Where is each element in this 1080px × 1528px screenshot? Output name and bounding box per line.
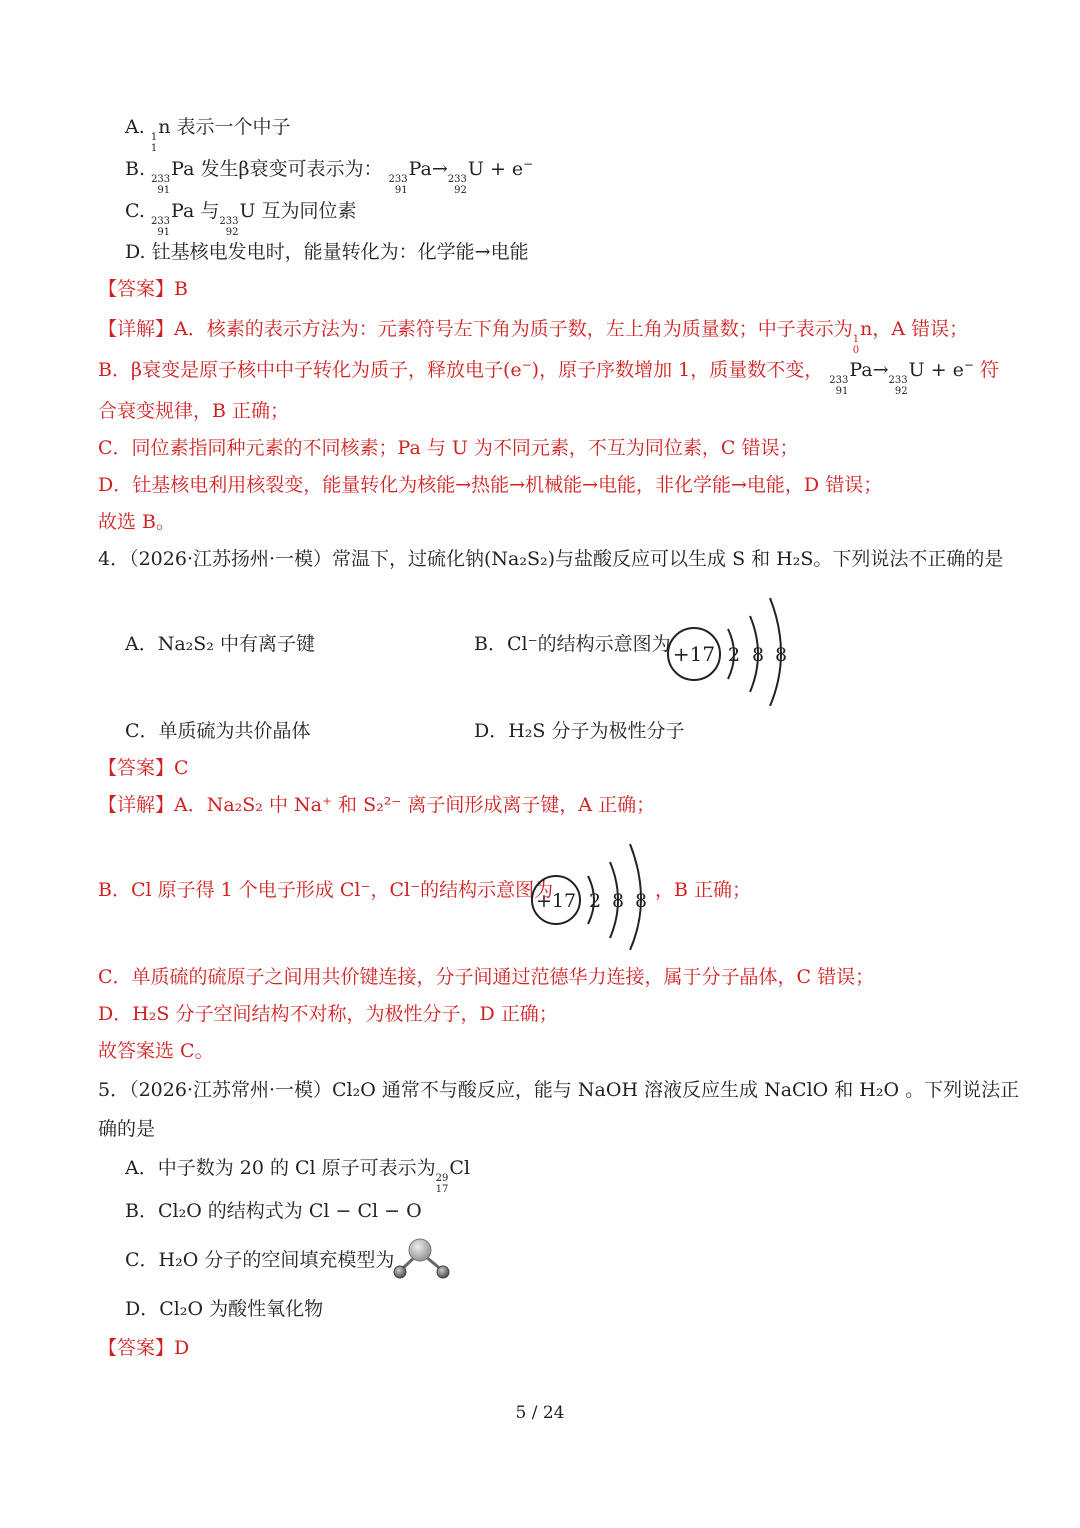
element-symbol: Cl	[449, 1157, 471, 1179]
conjunction: 与	[200, 200, 220, 222]
cl-ion-structure-diagram-detail	[528, 840, 658, 952]
shell-3-count: 8	[774, 644, 788, 666]
q4-answer: 【答案】C	[98, 757, 189, 779]
element-symbol: Pa	[171, 158, 195, 180]
nuclide-notation: 233 91	[829, 375, 849, 397]
q5-stem-line2: 确的是	[98, 1118, 156, 1140]
element-symbol: Pa	[408, 158, 432, 180]
shell-3-count: 8	[634, 890, 648, 912]
option-text: 发生β衰变可表示为：	[200, 158, 383, 180]
nuclide-notation: 1 1	[150, 132, 158, 154]
q3-conclusion: 故选 B。	[98, 511, 176, 533]
option-text: A．中子数为 20 的 Cl 原子可表示为	[125, 1157, 436, 1179]
q4-option-a: A．Na₂S₂ 中有离子键	[125, 633, 315, 655]
nuclide-notation: 233 92	[888, 375, 908, 397]
q4-option-b: B．Cl⁻的结构示意图为	[474, 633, 671, 655]
q4-detail-b: B．Cl 原子得 1 个电子形成 Cl⁻，Cl⁻的结构示意图为	[98, 879, 554, 901]
shell-2-count: 8	[611, 890, 625, 912]
option-label: B.	[125, 158, 146, 180]
nuclide-notation: 233 91	[150, 216, 171, 238]
detail-text: )，原子序数增加 1，质量数不变，	[531, 359, 824, 381]
option-text: 钍基核电发电时，能量转化为：化学能→电能	[151, 241, 529, 263]
nucleus-charge: +17	[672, 642, 716, 666]
nuclide-notation: 233 92	[219, 216, 239, 238]
nuclide-notation: 1 0	[852, 334, 860, 356]
element-symbol: Pa	[849, 359, 873, 381]
water-space-filling-model-icon	[390, 1236, 454, 1282]
products: U + e	[908, 359, 964, 381]
q4-detail-a: 【详解】A．Na₂S₂ 中 Na⁺ 和 S₂²⁻ 离子间形成离子键，A 正确；	[98, 794, 656, 816]
charge: −	[521, 358, 532, 372]
q3-detail-d: D．钍基核电利用核裂变，能量转化为核能→热能→机械能→电能，非化学能→电能，D 错误；	[98, 474, 883, 496]
detail-text: ，A 错误；	[872, 318, 969, 340]
q3-option-b	[125, 156, 533, 196]
nuclide-notation: 233 92	[447, 174, 467, 196]
q5-option-c: C．H₂O 分子的空间填充模型为	[125, 1249, 395, 1271]
neutron-symbol: n	[860, 318, 873, 340]
q4-stem: 4．（2026·江苏扬州·一模）常温下，过硫化钠(Na₂S₂)与盐酸反应可以生成 S 和 H₂S。下列说法不正确的是	[98, 548, 1004, 570]
q3-answer: 【答案】B	[98, 278, 188, 300]
element-symbol: U	[239, 200, 256, 222]
q3-option-a	[125, 114, 291, 154]
shell-2-count: 8	[751, 644, 765, 666]
option-text: 表示一个中子	[176, 116, 291, 138]
nuclide-notation: 29 17	[435, 1173, 449, 1195]
detail-text: 【详解】A．核素的表示方法为：元素符号左下角为质子数，左上角为质量数；中子表示为	[98, 318, 853, 340]
nuclide-notation: 233 91	[151, 174, 171, 196]
shell-1-count: 2	[727, 644, 741, 666]
option-text: 互为同位素	[261, 200, 357, 222]
q3-detail-a	[98, 316, 968, 356]
option-label: C.	[125, 200, 145, 222]
products: U + e	[467, 158, 524, 180]
charge: −	[963, 358, 974, 372]
cl-ion-structure-diagram	[664, 594, 794, 706]
reaction-arrow: →	[872, 359, 889, 381]
q3-detail-b-cont: 合衰变规律，B 正确；	[98, 400, 290, 422]
q5-option-b: B．Cl₂O 的结构式为 Cl − Cl − O	[125, 1200, 422, 1222]
q4-option-d: D．H₂S 分子为极性分子	[474, 720, 685, 742]
reaction-arrow: →	[431, 158, 448, 180]
page-number: 5 / 24	[515, 1403, 565, 1423]
q3-option-d	[125, 239, 529, 265]
detail-text: 符	[980, 359, 1000, 381]
nuclide-notation: 233 91	[388, 174, 408, 196]
option-label: D.	[125, 241, 146, 263]
q3-detail-b	[98, 357, 999, 397]
q4-detail-c: C．单质硫的硫原子之间用共价键连接，分子间通过范德华力连接，属于分子晶体，C 错误；	[98, 966, 875, 988]
q5-option-a	[125, 1155, 470, 1195]
q4-option-c: C．单质硫为共价晶体	[125, 720, 311, 742]
charge: −	[523, 157, 534, 171]
q3-option-c	[125, 198, 357, 238]
q5-option-d: D．Cl₂O 为酸性氧化物	[125, 1298, 324, 1320]
element-symbol: Pa	[171, 200, 195, 222]
q5-stem-line1: 5．（2026·江苏常州·一模）Cl₂O 通常不与酸反应，能与 NaOH 溶液反应生成 NaClO 和 H₂O 。下列说法正	[98, 1079, 1020, 1101]
detail-text: B．β衰变是原子核中中子转化为质子，释放电子(e	[98, 359, 522, 381]
q4-conclusion: 故答案选 C。	[98, 1040, 214, 1062]
neutron-symbol: n	[158, 116, 171, 138]
q4-detail-b-end: ，B 正确；	[655, 879, 752, 901]
nucleus-charge: +17	[535, 890, 577, 912]
q4-detail-d: D．H₂S 分子空间结构不对称，为极性分子，D 正确；	[98, 1003, 558, 1025]
q5-answer: 【答案】D	[98, 1337, 190, 1359]
option-label: A.	[125, 116, 145, 138]
shell-1-count: 2	[588, 890, 602, 912]
q3-detail-c: C．同位素指同种元素的不同核素；Pa 与 U 为不同元素，不互为同位素，C 错误；	[98, 437, 799, 459]
